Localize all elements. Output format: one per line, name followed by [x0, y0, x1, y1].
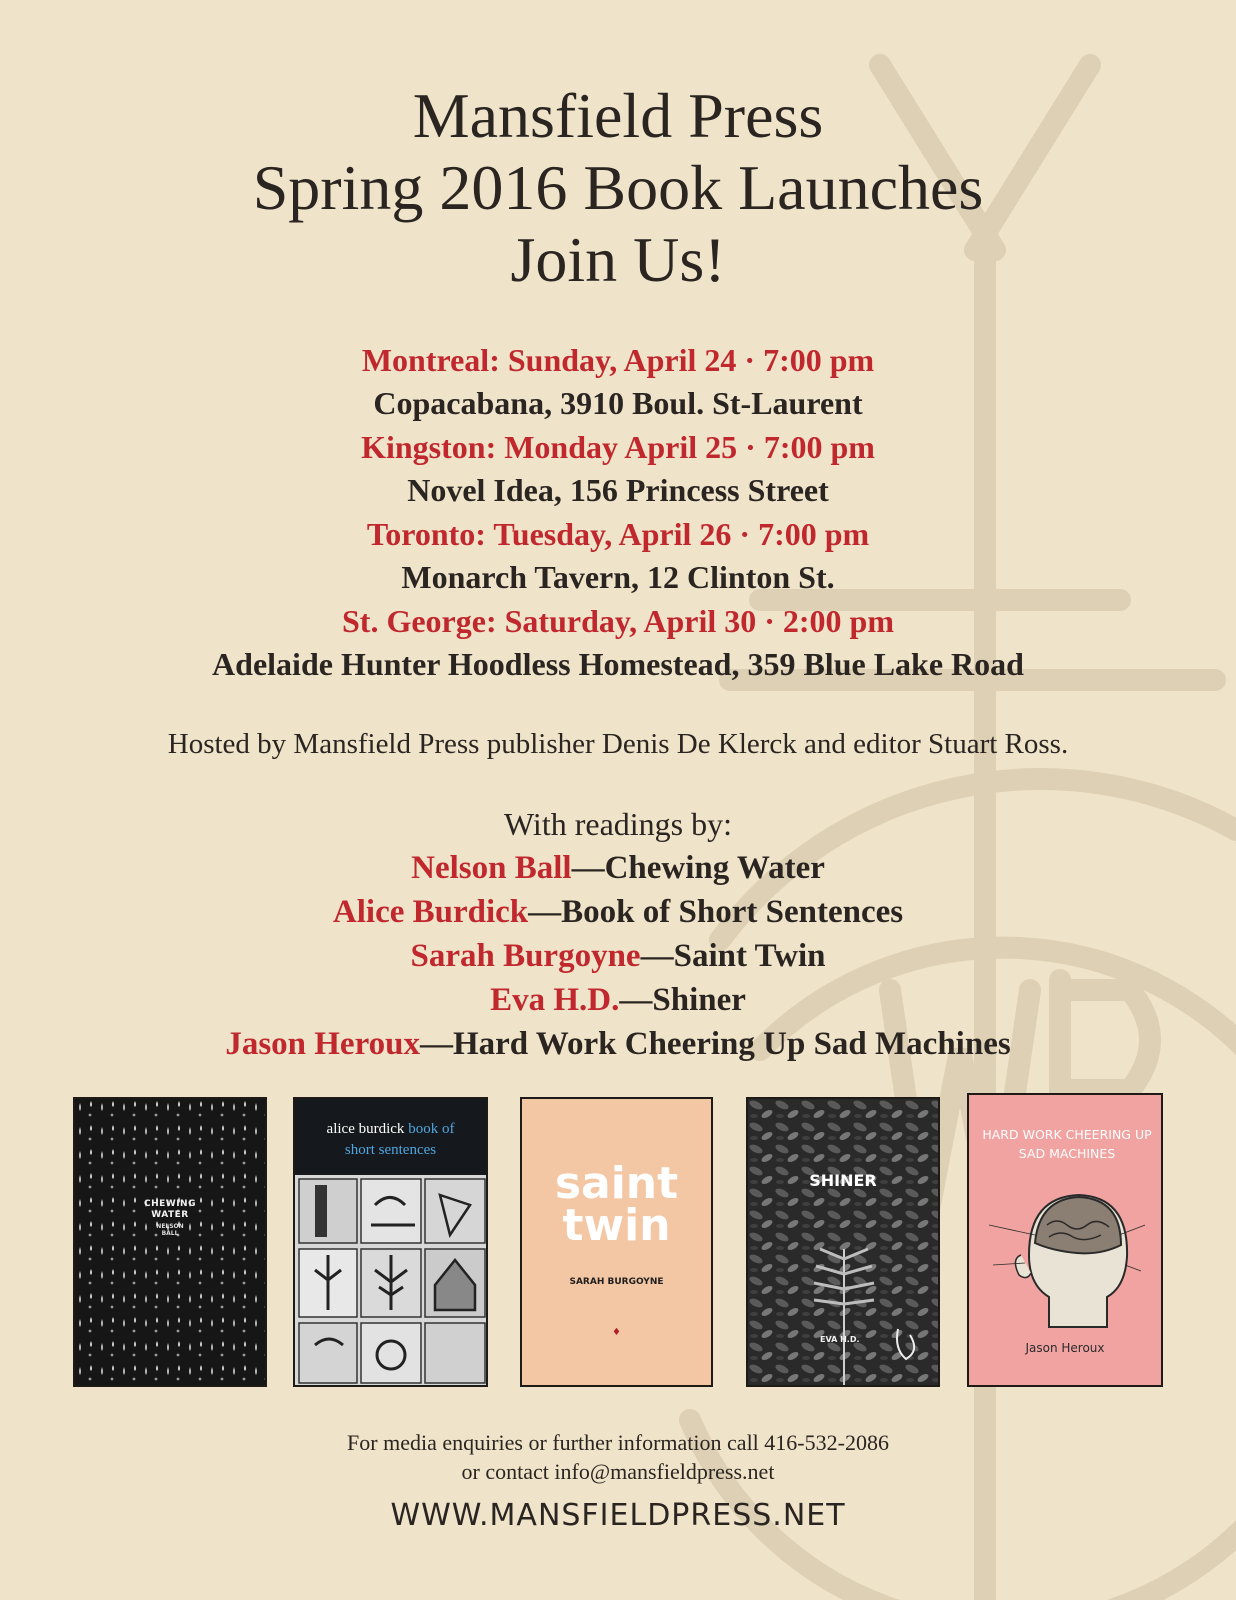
reading-item: [0, 934, 1236, 978]
event-venue: Copacabana, 3910 Boul. St-Laurent: [373, 385, 863, 421]
book-title: Shiner: [652, 982, 746, 1018]
cover-title-line: WATER: [151, 1210, 189, 1220]
author-name: Sarah Burgoyne: [410, 938, 641, 974]
reading-item: [0, 890, 1236, 934]
media-contact-email[interactable]: or contact info@mansfieldpress.net: [461, 1459, 775, 1484]
publisher-name: Mansfield Press: [412, 80, 824, 151]
cover-author-line: NELSON: [156, 1223, 184, 1230]
dash-separator: —: [619, 982, 653, 1018]
cover-chewing-water: [73, 1097, 267, 1387]
drop-icon: ♦: [612, 1327, 621, 1338]
event-venue: Novel Idea, 156 Princess Street: [407, 472, 829, 508]
event-date-time: Montreal: Sunday, April 24 · 7:00 pm: [361, 342, 875, 378]
event-date-time: St. George: Saturday, April 30 · 2:00 pm: [342, 603, 894, 639]
reading-item: [0, 846, 1236, 890]
media-contact-phone: For media enquiries or further information call 416-532-2086: [347, 1430, 889, 1455]
event-venue: Adelaide Hunter Hoodless Homestead, 359 Blue Lake Road: [212, 646, 1024, 682]
book-covers: [0, 1093, 1236, 1393]
event-series-title: Spring 2016 Book Launches: [252, 152, 984, 223]
dash-separator: —: [528, 894, 562, 930]
cover-title-line: saint: [554, 1158, 679, 1209]
cover-author: SARAH BURGOYNE: [569, 1277, 664, 1287]
reading-item: [0, 1022, 1236, 1066]
book-title: Book of Short Sentences: [561, 894, 904, 930]
cover-author: alice burdick: [326, 1121, 405, 1137]
cover-title-part: book of: [408, 1121, 455, 1137]
author-name: Alice Burdick: [332, 894, 529, 930]
book-title: Saint Twin: [673, 938, 826, 974]
cover-title-part: short sentences: [344, 1142, 437, 1158]
invitation-heading: Join Us!: [510, 224, 726, 295]
droplet-pattern: [75, 1099, 267, 1387]
event-venue: Monarch Tavern, 12 Clinton St.: [401, 559, 835, 595]
event-list: [0, 338, 1236, 686]
reading-item: [0, 978, 1236, 1022]
dash-separator: —: [571, 850, 605, 886]
dash-separator: —: [419, 1026, 453, 1062]
event-montreal: [0, 338, 1236, 425]
readings-list: [0, 802, 1236, 1066]
cover-artwork: [295, 1175, 488, 1387]
cover-author: EVA H.D.: [820, 1335, 860, 1344]
event-st-george: [0, 599, 1236, 686]
cover-title: SHINER: [809, 1171, 877, 1190]
event-date-time: Toronto: Tuesday, April 26 · 7:00 pm: [366, 516, 870, 552]
hosts-note: Hosted by Mansfield Press publisher Denis De Klerck and editor Stuart Ross.: [167, 728, 1069, 760]
anatomical-head-illustration: [969, 1185, 1163, 1335]
dash-separator: —: [640, 938, 674, 974]
title-block: [0, 80, 1236, 296]
cover-title-line: twin: [562, 1200, 671, 1251]
cover-author: [75, 1223, 265, 1237]
cover-author: Jason Heroux: [1025, 1341, 1105, 1355]
cover-hard-work-cheering-up-sad-machines: [967, 1093, 1163, 1387]
cover-shiner: [746, 1097, 940, 1387]
cover-title: HARD WORK CHEERING UP SAD MACHINES: [982, 1127, 1152, 1161]
footer: [0, 1428, 1236, 1533]
event-date-time: Kingston: Monday April 25 · 7:00 pm: [361, 429, 875, 465]
cover-author-line: BALL: [161, 1230, 179, 1237]
author-name: Eva H.D.: [490, 982, 620, 1018]
author-name: Jason Heroux: [225, 1026, 420, 1062]
cover-book-of-short-sentences: [293, 1097, 488, 1387]
cover-saint-twin: [520, 1097, 713, 1387]
cover-title: [295, 1119, 486, 1161]
event-kingston: [0, 425, 1236, 512]
cover-title: [522, 1158, 711, 1251]
readings-heading: With readings by:: [504, 806, 732, 842]
cover-title-line: CHEWING: [144, 1199, 196, 1209]
website-link[interactable]: WWW.MANSFIELDPRESS.NET: [390, 1498, 846, 1533]
event-toronto: [0, 512, 1236, 599]
book-title: Hard Work Cheering Up Sad Machines: [452, 1026, 1011, 1062]
author-name: Nelson Ball: [411, 850, 572, 886]
book-title: Chewing Water: [604, 850, 825, 886]
cover-title: [75, 1199, 265, 1221]
